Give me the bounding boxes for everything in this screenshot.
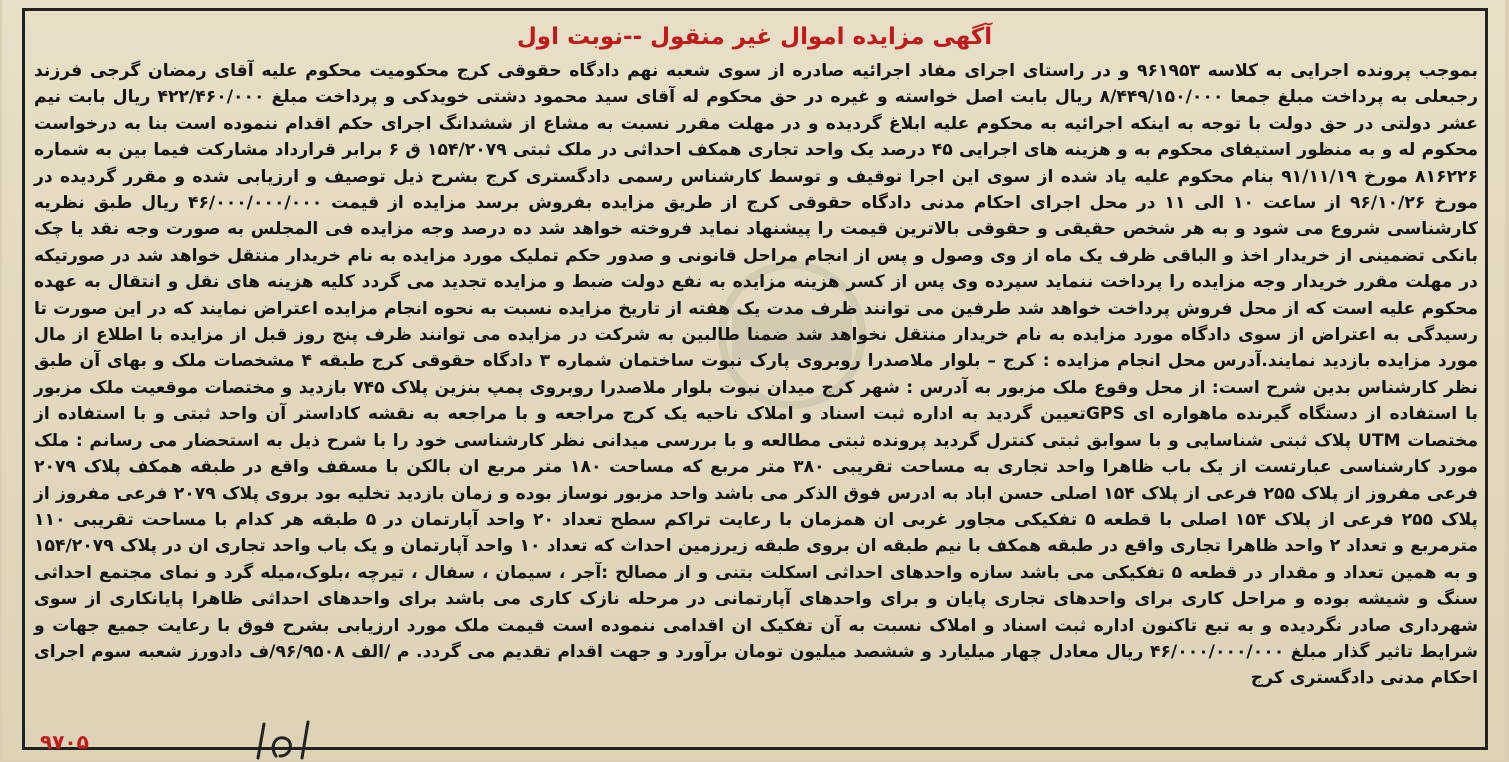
notice-code: ۹۷۰۵ [40, 730, 89, 754]
notice-title: آگهی مزایده اموال غیر منقول --نوبت اول [516, 24, 993, 50]
handwritten-mark-icon [250, 712, 320, 762]
notice-body: بموجب پرونده اجرایی به کلاسه ۹۶۱۹۵۳ و در راستای اجرای مفاد اجرائیه صادره از سوی شعبه نهم دادگاه حقوقی کرج محکومیت محکوم علیه آقای رمضان گرجی فرزند رجبعلی به پرداخت مبلغ جمعا ۸/۴۴۹/۱۵۰/۰۰۰ ریال بابت اصل خواسته و غیره در حق محکوم له آقای سید محمود دشتی خویدکی و پرداخت مبلغ ۴۲۲/۴۶۰/۰۰۰ ریال بابت نیم عشر دولتی در حق دولت با توجه به اینکه اجرائیه به محکوم علیه ابلاغ گردیده و در مهلت مقرر نسبت به مشاع از ششدانگ اجرای حکم اقدام ننموده است بنا به درخواست محکوم له و به منظور استیفای محکوم به و هزینه های اجرایی ۴۵ درصد یک واحد تجاری همکف احداثی در ملک ثبتی ۱۵۴/۲۰۷۹ ق ۶ برابر قرارداد مشارکت فیما بین به شماره ۸۱۶۲۲۶ مورخ ۹۱/۱۱/۱۹ بنام محکوم علیه یاد شده از سوی این اجرا توقیف و توسط کارشناس رسمی دادگستری کرج بشرح ذیل توصیف و ارزیابی شده و مقرر گردیده در مورخ ۹۶/۱۰/۲۶ از ساعت ۱۰ الی ۱۱ در محل اجرای احکام مدنی دادگاه حقوقی کرج از طریق مزایده بفروش برسد مزایده از قیمت ۴۶/۰۰۰/۰۰۰/۰۰۰ ریال طبق نظریه کارشناسی شروع می شود و به هر شخص حقیقی و حقوقی بالاترین قیمت را پیشنهاد نماید فروخته خواهد شد ده درصد وجه مزایده فی المجلس به صورت وجه نقد یا چک بانکی تضمینی از خریدار اخذ و الباقی ظرف یک ماه از وی وصول و پس از انجام مراحل قانونی و صدور حکم تملیک مورد مزایده به نام خریدار منتقل خواهد شد در صورتیکه در مهلت مقرر خریدار وجه مزایده را پرداخت ننماید سپرده وی پس از کسر هزینه مزایده به نفع دولت ضبط و مزایده تجدید می گردد کلیه هزینه های نقل و انتقال به عهده محکوم علیه است که از محل فروش پرداخت خواهد شد طرفین می توانند ظرف مدت یک هفته از تاریخ مزایده نسبت به نحوه انجام مزایده اعتراض نمایند که در این صورت تا رسیدگی به اعتراض از سوی دادگاه مورد مزایده به نام خریدار منتقل نخواهد شد ضمنا طالبین به شرکت در مزایده می توانند ظرف پنج روز قبل از مزایده با اطلاع از مال مورد مزایده بازدید نمایند.آدرس محل انجام مزایده : کرج – بلوار ملاصدرا روبروی پارک نبوت ساختمان شماره ۳ دادگاه حقوقی کرج طبقه ۴ مشخصات ملک و بهای آن طبق نظر کارشناس بدین شرح است: از محل وقوع ملک مزبور به آدرس : شهر کرج میدان نبوت بلوار ملاصدرا روبروی پمپ بنزین پلاک ۷۴۵ بازدید و مختصات موقعیت ملک مزبور با استفاده از دستگاه گیرنده ماهواره ای GPSتعیین گردید به اداره ثبت اسناد و املاک ناحیه یک کرج مراجعه و با مراجعه به نقشه کاداستر آن واحد ثبتی و با استفاده از مختصات UTM پلاک ثبتی شناسایی و با سوابق ثبتی کنترل گردید پرونده ثبتی مطالعه و با بررسی میدانی نظر کارشناسی خود را با شرح ذیل به استحضار می رسانم : ملک مورد کارشناسی عبارتست از یک باب ظاهرا واحد تجاری به مساحت تقریبی ۳۸۰ متر مربع که مساحت ۱۸۰ متر مربع ان بالکن با مسقف واقع در طبقه همکف پلاک ۲۰۷۹ فرعی مفروز از پلاک ۲۵۵ فرعی از پلاک ۱۵۴ اصلی حسن اباد به ادرس فوق الذکر می باشد واحد مزبور نوساز بوده و زمان بازدید تخلیه بود بروی پلاک ۲۰۷۹ فرعی مفروز از پلاک ۲۵۵ فرعی از پلاک ۱۵۴ اصلی با قطعه ۵ تفکیکی مجاور غربی ان همزمان با رعایت تراکم سطح تعداد ۲۰ واحد آپارتمان در ۵ طبقه هر کدام با مساحت تقریبی ۱۱۰ مترمربع و تعداد ۲ واحد ظاهرا تجاری واقع در طبقه همکف با نیم طبقه ان بروی طبقه زیرزمین احداث که تعداد ۱۰ واحد آپارتمان و یک باب واحد تجاری ان در پلاک ۱۵۴/۲۰۷۹ و به همین تعداد و مقدار در قطعه ۵ تفکیکی می باشد سازه واحدهای احداثی اسکلت بتنی و از مصالح :آجر ، سیمان ، سفال ، تیرچه ،بلوک،میله گرد و نمای مجتمع احداثی سنگ و شیشه بوده و مراحل کاری برای واحدهای تجاری پایان و برای واحدهای آپارتمانی در مرحله نازک کاری می باشد برای واحدهای احداثی ظاهرا پایانکاری از سوی شهرداری صادر نگردیده و به تبع تاکنون اداره ثبت اسناد و املاک نسبت به آن تفکیک ان اقدامی ننموده است قیمت ملک مورد ارزیابی بشرح فوق با رعایت جمیع جهات و شرایط تاثیر گذار مبلغ ۴۶/۰۰۰/۰۰۰/۰۰۰ ریال معادل چهار میلیارد و ششصد میلیون تومان برآورد و جهت اقدام تقدیم می گردد. م /الف ۹۶/۹۵۰۸/ف دادورز شعبه سوم اجرای احکام مدنی دادگستری کرج [34, 61, 1479, 689]
